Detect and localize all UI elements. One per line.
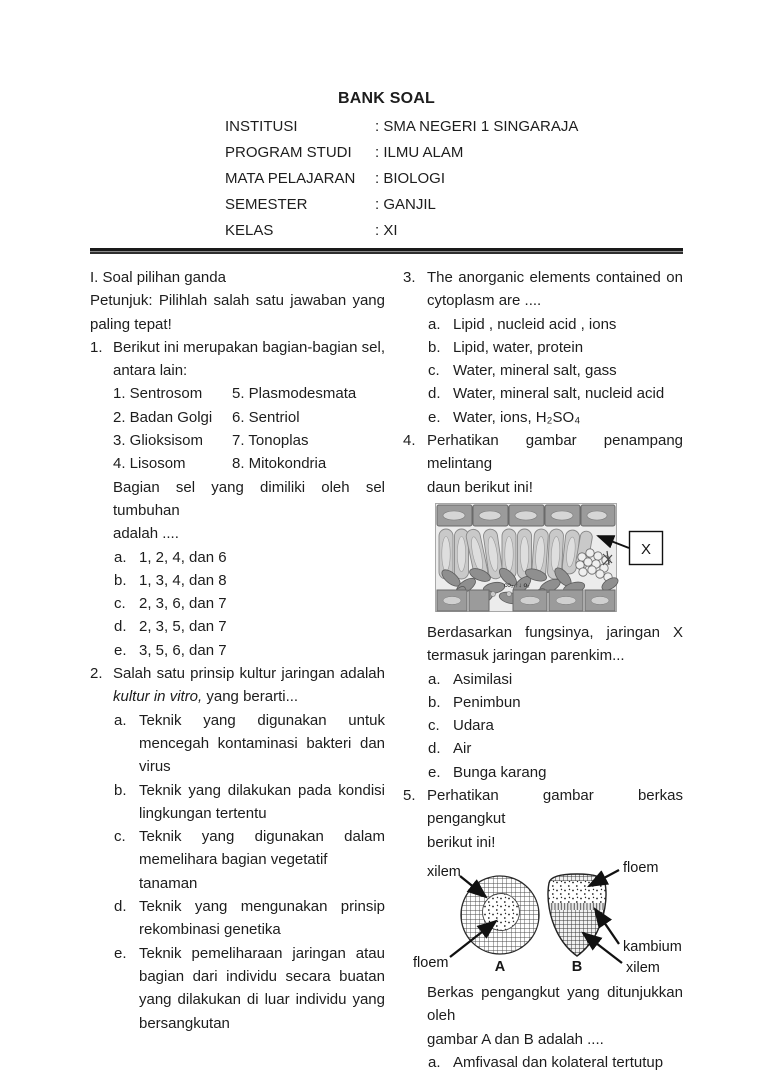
text-line: Water, mineral salt, nucleid acid [453,385,665,403]
option-item [113,569,385,592]
list-item: 3. Glioksisom [113,432,204,450]
option-letter: a. [428,315,441,333]
text-line: memelihara bagian vegetatif tanaman [139,851,328,892]
text-line: Penimbun [453,693,521,711]
text-line: The anorganic elements contained on [427,269,683,286]
question-number: 1. [90,338,103,356]
option-text [453,737,683,760]
text-line: Teknik yang dilakukan pada kondisi [139,781,385,799]
text-line: 1, 3, 4, dan 8 [139,571,227,589]
text-line: gambar A dan B adalah .... [427,1030,604,1048]
option-text [139,895,385,942]
option-item [113,779,385,826]
list-item: 8. Mitokondria [232,455,327,473]
meta-value: : ILMU ALAM [375,144,464,161]
option-text [139,942,385,1035]
options-list [427,313,683,429]
list-item: 5. Plasmodesmata [232,385,357,403]
meta-value: : GANJIL [375,196,436,213]
leaf-cross-section-figure [403,502,683,614]
question-intro [427,266,683,313]
text-line: Water, ions, H₂SO₄ [453,408,581,426]
text-line: adalah .... [113,525,179,543]
option-letter: d. [428,385,441,403]
question-3 [403,266,683,429]
question-text [427,981,683,1051]
text-line: Teknik pemeliharaan jaringan atau [139,944,385,962]
text-line: Teknik yang mengunakan prinsip [139,898,385,916]
option-text [139,639,385,662]
option-text [453,761,683,784]
option-item [427,359,683,382]
question-number: 2. [90,665,103,683]
text-line: berikut ini! [427,833,496,851]
question-number: 5. [403,787,416,805]
text-line: mencegah kontaminasi bakteri dan [139,734,385,752]
question-5-continued [403,981,683,1074]
text-line: 3, 5, 6, dan 7 [139,641,227,659]
vascular-bundle-figure [403,856,683,978]
option-letter: c. [428,362,440,380]
option-letter: e. [428,408,441,426]
option-text [139,709,385,779]
text-line: lingkungan tertentu [139,804,267,822]
question-5 [403,784,683,854]
option-text [453,691,683,714]
option-letter: a. [114,548,127,566]
question-intro [427,784,683,854]
text-line: Teknik yang digunakan untuk [139,711,385,729]
figure-label-floem-a: floem [413,954,449,971]
text-line: Asimilasi [453,670,513,688]
list-item: 6. Sentriol [232,408,300,426]
meta-label: SEMESTER [225,196,308,213]
option-letter: b. [428,693,441,711]
option-item [113,615,385,638]
question-2 [90,662,385,1035]
text-line: antara lain: [113,362,188,380]
options-list [113,546,385,662]
gas-exchange-label: co₂ ↑↓ o₂ [504,581,530,589]
figure-label-a: A [494,958,506,975]
text-line: bagian dari individu secara buatan [139,967,385,985]
xilem-b-arrow [583,933,622,963]
text-line: virus [139,758,171,776]
option-letter: c. [428,717,440,735]
right-column [403,266,683,1074]
left-column [90,266,385,1074]
cell-parts-list [113,382,385,475]
leaf-figure-svg [420,502,683,614]
option-item [427,737,683,760]
option-item [113,895,385,942]
text-line: Bunga karang [453,763,547,781]
option-letter: a. [428,670,441,688]
options-list [113,709,385,1035]
option-text [453,313,683,336]
two-column-body [90,266,683,1074]
stoma-guard-cell [491,591,496,596]
figure-label-xilem-a: xilem [427,863,461,880]
question-text [427,621,683,668]
option-text [139,569,385,592]
meta-label: MATA PELAJARAN [225,170,356,187]
text-line: Teknik yang digunakan dalam [139,828,385,846]
text-line: rekombinasi genetika [139,921,281,939]
stoma-guard-cell [507,591,512,596]
list-item: 2. Badan Golgi [113,408,213,426]
text-line: Water, mineral salt, gass [453,362,617,380]
text-line: 2, 3, 6, dan 7 [139,595,227,613]
meta-value: : XI [375,222,398,239]
option-item [427,668,683,691]
option-text [453,668,683,691]
option-item [427,691,683,714]
meta-label: PROGRAM STUDI [225,144,352,161]
meta-row-mata-pelajaran [225,166,683,192]
option-letter: e. [114,944,127,962]
option-item [113,709,385,779]
option-letter: e. [428,763,441,781]
header-divider [90,248,683,254]
option-text [453,406,683,429]
option-letter: c. [114,828,126,846]
palisade-cells [439,528,593,580]
text-line: Lipid, water, protein [453,338,584,356]
option-item [113,546,385,569]
instruction-text [90,289,385,336]
text-line: daun berikut ini! [427,478,533,496]
option-letter: d. [114,618,127,636]
meta-value: : BIOLOGI [375,170,446,187]
option-item [427,313,683,336]
question-intro [427,429,683,499]
options-list [427,668,683,784]
option-letter: b. [114,571,127,589]
text-line: bersangkutan [139,1014,230,1032]
option-text [453,336,683,359]
option-text [139,592,385,615]
option-item [427,382,683,405]
question-1 [90,336,385,662]
option-text [453,382,683,405]
figure-label-kambium-b: kambium [623,938,682,955]
text-line: 2, 3, 5, dan 7 [139,618,227,636]
question-4 [403,429,683,499]
text-line: Air [453,740,472,758]
option-text [453,359,683,382]
option-text [139,615,385,638]
options-list [427,1051,683,1074]
option-item [113,825,385,895]
meta-row-institusi [225,114,683,140]
question-text [113,476,385,546]
list-item: 7. Tonoplas [232,432,309,450]
option-letter: b. [114,781,127,799]
text-line: yang dilakukan di luar individu yang [139,991,385,1009]
question-number: 3. [403,269,416,286]
exam-sheet [90,90,683,1074]
question-intro [113,336,385,383]
option-item [427,714,683,737]
text-line: Berikut ini merupakan bagian-bagian sel, [113,338,385,356]
meta-label: INSTITUSI [225,118,298,135]
option-letter: a. [428,1053,441,1071]
header-meta [225,114,683,244]
option-text [139,825,385,895]
text-line: Perhatikan gambar berkas pengangkut [427,787,683,828]
option-letter: d. [428,740,441,758]
option-letter: a. [114,711,127,729]
figure-label-floem-b: floem [623,859,659,876]
question-number: 4. [403,432,416,450]
text-line: Petunjuk: Pilihlah salah satu jawaban yang [90,292,385,310]
text-line: Lipid , nucleid acid , ions [453,315,617,333]
bundle-a-phloem-core [483,893,520,930]
text-line: paling tepat! [90,315,172,333]
option-text [139,546,385,569]
text-line [113,685,385,708]
meta-label: KELAS [225,222,274,239]
text-line: Perhatikan gambar penampang melintang [427,432,683,473]
meta-row-program-studi [225,140,683,166]
text-line: cytoplasm are .... [427,292,542,310]
option-letter: b. [428,338,441,356]
option-item [427,406,683,429]
option-letter: e. [114,641,127,659]
text-line: Berkas pengangkut yang ditunjukkan oleh [427,983,683,1025]
section-title: I. Soal pilihan ganda [90,269,226,286]
option-letter: c. [114,595,126,613]
list-item: 4. Lisosom [113,455,186,473]
option-letter: d. [114,898,127,916]
text-rest: yang berarti... [202,688,299,706]
text-line: Salah satu prinsip kultur jaringan adalah [113,665,385,683]
meta-row-semester [225,192,683,218]
meta-value: : SMA NEGERI 1 SINGARAJA [375,118,579,135]
option-item [427,336,683,359]
text-line: termasuk jaringan parenkim... [427,647,625,665]
text-line: Berdasarkan fungsinya, jaringan X [427,623,683,641]
text-line: Bagian sel yang dimiliki oleh sel tumbuhan [113,478,385,519]
option-text [453,714,683,737]
question-4-continued [403,621,683,784]
option-item [427,761,683,784]
text-line: 1, 2, 4, dan 6 [139,548,227,566]
list-item: 1. Sentrosom [113,385,203,403]
option-item [113,639,385,662]
text-line: Udara [453,717,494,735]
text-line: Amfivasal dan kolateral tertutup [453,1053,664,1071]
option-item [427,1051,683,1074]
page-title: BANK SOAL [338,90,435,107]
option-text [453,1051,683,1074]
x-callout-label: X [640,540,652,558]
figure-label-b: B [571,958,583,975]
option-item [113,942,385,1035]
option-item [113,592,385,615]
meta-row-kelas [225,218,683,244]
vascular-figure-svg [403,856,683,978]
option-text [139,779,385,826]
italic-term: kultur in vitro, [113,688,203,706]
figure-label-xilem-b: xilem [626,959,660,976]
